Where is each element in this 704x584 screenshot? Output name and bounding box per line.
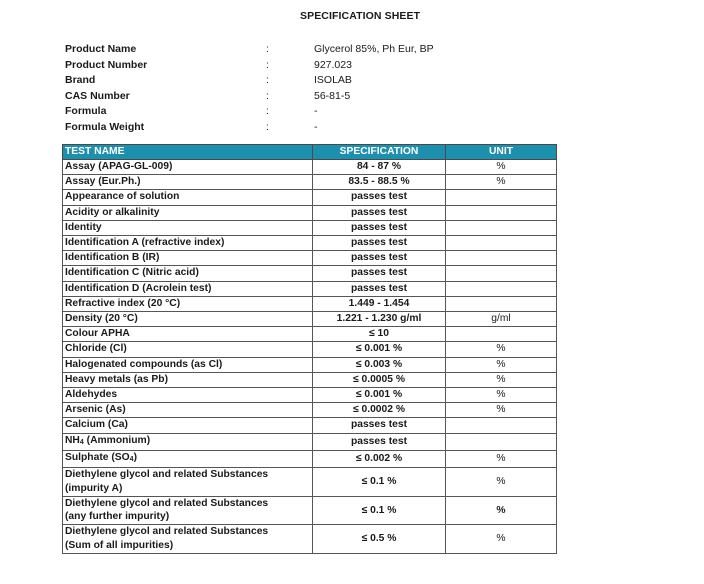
test-name-text: NH xyxy=(65,434,80,446)
test-name-cell: Appearance of solution xyxy=(63,190,313,205)
unit-cell: % xyxy=(446,403,557,418)
table-row xyxy=(63,266,557,281)
info-label: Product Number xyxy=(65,58,148,71)
column-header-test-name: TEST NAME xyxy=(63,145,313,160)
table-row xyxy=(63,296,557,311)
table-row xyxy=(63,327,557,342)
unit-cell: % xyxy=(446,525,557,554)
document-title-text: SPECIFICATION SHEET xyxy=(300,10,421,22)
test-name-line: (impurity A) xyxy=(65,482,123,494)
info-colon: : xyxy=(266,43,269,55)
unit-cell: % xyxy=(446,175,557,190)
unit-cell xyxy=(446,205,557,220)
table-row xyxy=(63,190,557,205)
test-name-cell: Assay (APAG-GL-009) xyxy=(63,160,313,175)
test-name-cell xyxy=(63,468,313,497)
specification-cell: passes test xyxy=(313,236,446,251)
specification-cell: 84 - 87 % xyxy=(313,160,446,175)
unit-cell xyxy=(446,327,557,342)
table-row xyxy=(63,418,557,433)
specification-cell: 1.449 - 1.454 xyxy=(313,296,446,311)
specification-cell: ≤ 0.5 % xyxy=(313,525,446,554)
specification-cell: ≤ 0.001 % xyxy=(313,388,446,403)
specification-cell: passes test xyxy=(313,266,446,281)
test-name-cell: Density (20 °C) xyxy=(63,312,313,327)
column-header-unit: UNIT xyxy=(446,145,557,160)
test-name-cell xyxy=(63,496,313,525)
table-row xyxy=(63,433,557,450)
test-name-line: Diethylene glycol and related Substances xyxy=(65,497,269,509)
test-name-cell: Identification D (Acrolein test) xyxy=(63,281,313,296)
info-row-product-name xyxy=(65,42,485,58)
specification-cell: passes test xyxy=(313,418,446,433)
unit-cell xyxy=(446,266,557,281)
unit-cell: % xyxy=(446,388,557,403)
specification-cell: ≤ 0.1 % xyxy=(313,496,446,525)
test-name-cell: Heavy metals (as Pb) xyxy=(63,372,313,387)
info-label: Formula xyxy=(65,105,107,118)
table-header-row xyxy=(63,145,557,160)
specification-table xyxy=(62,144,557,554)
test-name-cell: Identification B (IR) xyxy=(63,251,313,266)
specification-cell: ≤ 0.003 % xyxy=(313,357,446,372)
info-colon: : xyxy=(266,89,269,102)
table-row xyxy=(63,468,557,497)
table-row xyxy=(63,450,557,467)
info-row-formula xyxy=(65,104,485,120)
test-name-subscript: 4 xyxy=(129,455,134,463)
table-row xyxy=(63,251,557,266)
specification-cell: passes test xyxy=(313,190,446,205)
table-row xyxy=(63,175,557,190)
specification-cell: 83.5 - 88.5 % xyxy=(313,175,446,190)
unit-cell: % xyxy=(446,372,557,387)
info-label: Brand xyxy=(65,74,96,87)
info-value: - xyxy=(314,120,318,133)
test-name-cell: Identification C (Nitric acid) xyxy=(63,266,313,281)
info-label: Product Name xyxy=(65,43,137,55)
info-colon: : xyxy=(266,58,269,71)
table-row xyxy=(63,357,557,372)
table-row xyxy=(63,525,557,554)
test-name-cell: Calcium (Ca) xyxy=(63,418,313,433)
test-name-cell: Aldehydes xyxy=(63,388,313,403)
test-name-cell: Arsenic (As) xyxy=(63,403,313,418)
unit-cell xyxy=(446,281,557,296)
info-row-product-number xyxy=(65,58,485,74)
info-colon: : xyxy=(266,105,269,118)
test-name-line: Diethylene glycol and related Substances xyxy=(65,526,269,538)
specification-cell: passes test xyxy=(313,433,446,450)
test-name-cell: Chloride (Cl) xyxy=(63,342,313,357)
specification-cell: passes test xyxy=(313,281,446,296)
unit-cell xyxy=(446,251,557,266)
info-label: CAS Number xyxy=(65,89,130,102)
info-row-cas-number xyxy=(65,89,485,105)
table-row xyxy=(63,403,557,418)
product-info xyxy=(65,42,485,136)
unit-cell: % xyxy=(446,450,557,467)
unit-cell: % xyxy=(446,342,557,357)
test-name-cell: Halogenated compounds (as Cl) xyxy=(63,357,313,372)
specification-cell: ≤ 0.0005 % xyxy=(313,372,446,387)
info-value: Glycerol 85%, Ph Eur, BP xyxy=(314,43,434,55)
unit-cell xyxy=(446,190,557,205)
table-row xyxy=(63,312,557,327)
unit-cell: % xyxy=(446,160,557,175)
test-name-subscript: 4 xyxy=(79,438,84,446)
test-name-cell: Refractive index (20 °C) xyxy=(63,296,313,311)
unit-cell: % xyxy=(446,496,557,525)
test-name-cell: Identification A (refractive index) xyxy=(63,236,313,251)
info-value: ISOLAB xyxy=(314,74,352,87)
unit-cell: % xyxy=(446,357,557,372)
info-row-formula-weight xyxy=(65,120,485,136)
info-row-brand xyxy=(65,73,485,89)
unit-cell xyxy=(446,296,557,311)
unit-cell xyxy=(446,236,557,251)
unit-cell xyxy=(446,418,557,433)
info-colon: : xyxy=(266,120,269,133)
table-row xyxy=(63,220,557,235)
specification-cell: passes test xyxy=(313,205,446,220)
specification-cell: 1.221 - 1.230 g/ml xyxy=(313,312,446,327)
test-name-cell xyxy=(63,525,313,554)
test-name-text: ) xyxy=(133,451,137,463)
unit-cell xyxy=(446,433,557,450)
table-row xyxy=(63,372,557,387)
specification-cell: passes test xyxy=(313,251,446,266)
specification-cell: ≤ 0.1 % xyxy=(313,468,446,497)
specification-cell: ≤ 0.0002 % xyxy=(313,403,446,418)
info-colon: : xyxy=(266,74,269,87)
test-name-line: (any further impurity) xyxy=(65,511,170,523)
column-header-specification: SPECIFICATION xyxy=(313,145,446,160)
table-row xyxy=(63,388,557,403)
info-label: Formula Weight xyxy=(65,120,145,133)
test-name-cell xyxy=(63,450,313,467)
unit-cell xyxy=(446,220,557,235)
test-name-cell: Acidity or alkalinity xyxy=(63,205,313,220)
test-name-line: Diethylene glycol and related Substances xyxy=(65,469,269,481)
specification-cell: ≤ 0.002 % xyxy=(313,450,446,467)
info-value: 927.023 xyxy=(314,58,352,71)
specification-cell: ≤ 10 xyxy=(313,327,446,342)
test-name-cell: Assay (Eur.Ph.) xyxy=(63,175,313,190)
test-name-cell xyxy=(63,433,313,450)
table-row xyxy=(63,496,557,525)
test-name-text: Sulphate (SO xyxy=(65,451,130,463)
table-row xyxy=(63,281,557,296)
table-row xyxy=(63,205,557,220)
specification-cell: passes test xyxy=(313,220,446,235)
test-name-cell: Identity xyxy=(63,220,313,235)
unit-cell: g/ml xyxy=(446,312,557,327)
test-name-cell: Colour APHA xyxy=(63,327,313,342)
test-name-text: (Ammonium) xyxy=(83,434,151,446)
info-value: - xyxy=(314,105,318,118)
specification-cell: ≤ 0.001 % xyxy=(313,342,446,357)
table-row xyxy=(63,160,557,175)
unit-cell: % xyxy=(446,468,557,497)
info-value: 56-81-5 xyxy=(314,89,351,102)
table-row xyxy=(63,236,557,251)
test-name-line: (Sum of all impurities) xyxy=(65,540,174,552)
table-row xyxy=(63,342,557,357)
